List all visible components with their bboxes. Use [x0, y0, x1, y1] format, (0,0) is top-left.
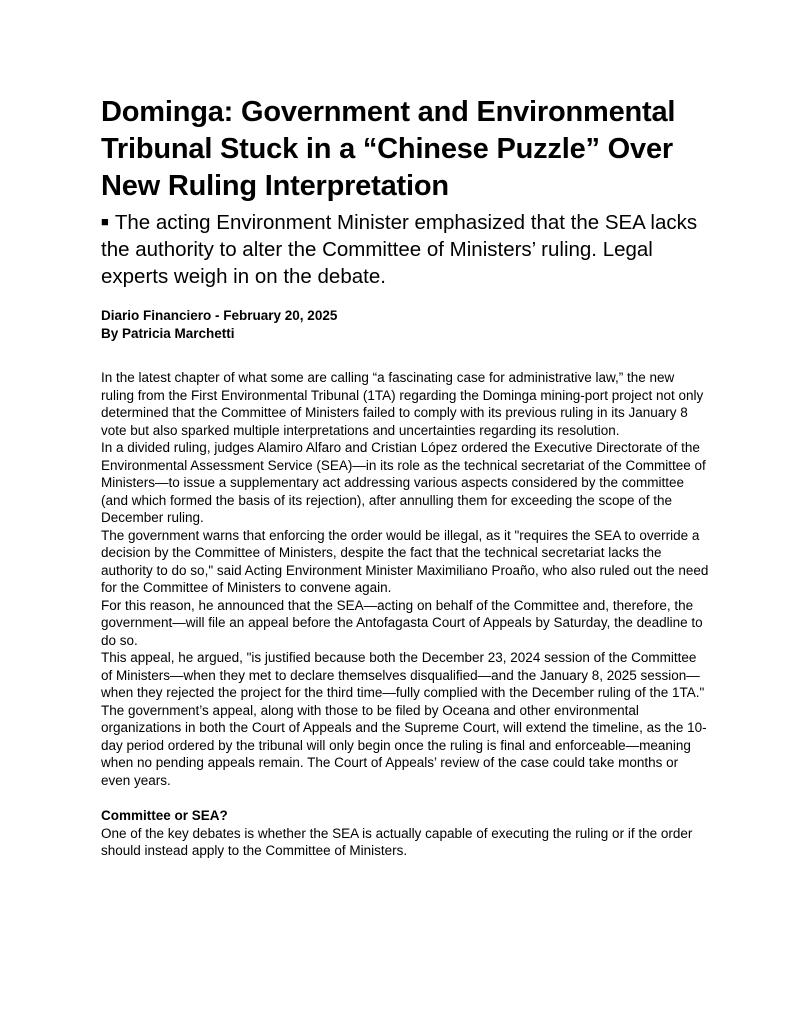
square-bullet-icon: ■ — [101, 214, 109, 229]
paragraph: For this reason, he announced that the SEA—acting on behalf of the Committee and, therefore, the government—will file an appeal before the Antofagasta Court of Appeals by Saturday, the deadline to do so. — [101, 597, 703, 648]
paragraph: One of the key debates is whether the SEA is actually capable of executing the ruling or if the order should instead apply to the Committee of Ministers. — [101, 825, 693, 858]
paragraph: In the latest chapter of what some are calling “a fascinating case for administrative law,” the new ruling from the First Environmental Tribunal (1TA) regarding the Dominga mining-port project not only determined that the Committee of Ministers failed to comply with its previous ruling in its January 8 vote but also sparked multiple interpretations and uncertainties regarding its resolution. — [101, 370, 704, 438]
byline: By Patricia Marchetti — [101, 326, 235, 341]
article-meta — [101, 307, 711, 343]
headline: Dominga: Government and Environmental Tribunal Stuck in a “Chinese Puzzle” Over New Ruling Interpretation — [101, 96, 676, 202]
article — [101, 94, 711, 860]
paragraph: This appeal, he argued, "is justified because both the December 23, 2024 session of the Committee of Ministers—when they met to declare themselves disqualified—and the January 8, 2025 session—when they rejected the project for the third time—fully complied with the December ruling of the 1TA." — [101, 650, 705, 700]
deck — [101, 208, 711, 290]
section-body — [101, 825, 711, 860]
paragraph: In a divided ruling, judges Alamiro Alfaro and Cristian López ordered the Executive Directorate of the Environmental Assessment Service (SEA)—in its role as the technical secretariat of the Committee of Ministers—to issue a supplementary act addressing various aspects considered by the committee (and which formed the basis of its rejection), after annulling them for exceeding the scope of the December ruling. — [101, 440, 706, 525]
paragraph: The government warns that enforcing the order would be illegal, as it "requires the SEA to override a decision by the Committee of Ministers, despite the fact that the technical secretariat lacks the authority to do so," said Acting Environment Minister Maximiliano Proaño, who also ruled out the need for the Committee of Ministers to convene again. — [101, 527, 709, 595]
paragraph: The government’s appeal, along with those to be filed by Oceana and other environmental organizations in both the Court of Appeals and the Supreme Court, will extend the timeline, as the 10-day period ordered by the tribunal will only begin once the ruling is final and enforceable—meaning when no pending appeals remain. The Court of Appeals’ review of the case could take months or even years. — [101, 702, 707, 788]
deck-text: The acting Environment Minister emphasized that the SEA lacks the authority to alter the Committee of Ministers’ ruling. Legal experts weigh in on the debate. — [101, 211, 698, 288]
article-body — [101, 369, 711, 789]
source-line: Diario Financiero - February 20, 2025 — [101, 308, 338, 323]
section-heading: Committee or SEA? — [101, 808, 228, 823]
